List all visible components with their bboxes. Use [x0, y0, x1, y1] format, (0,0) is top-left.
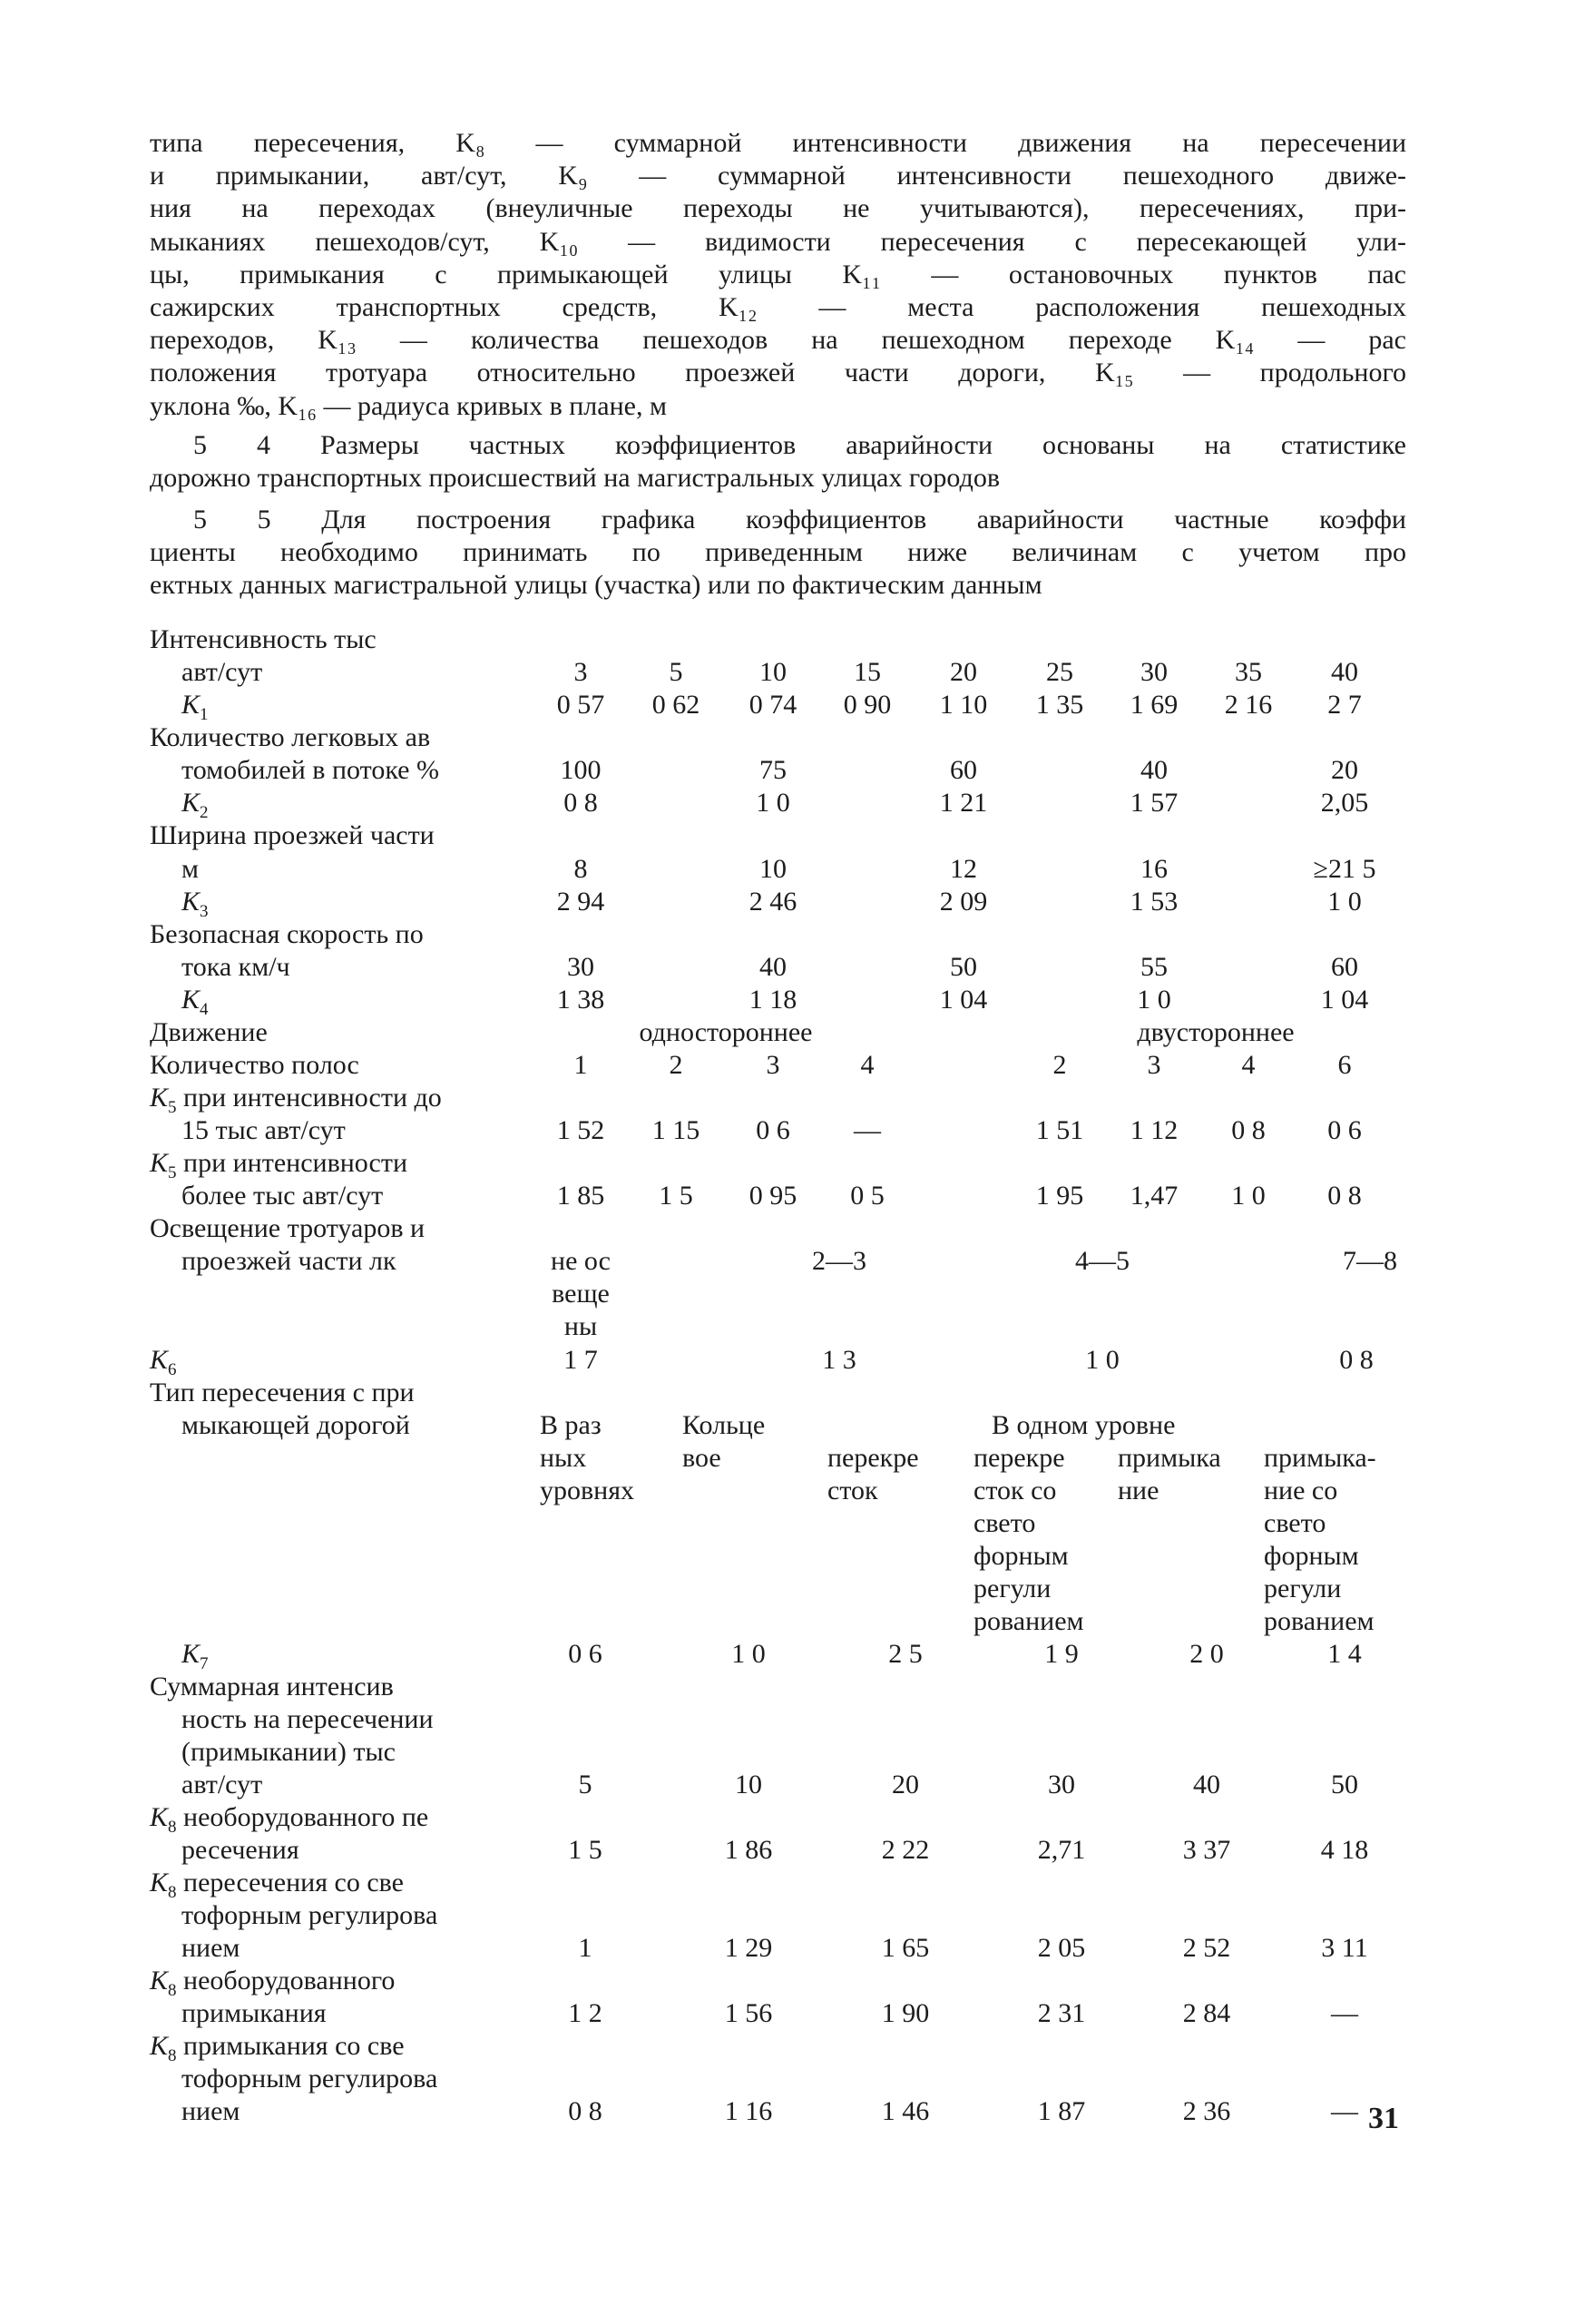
paragraph-line: типа пересечения, K₈ — суммарной интенсивности движения на пересечении [150, 128, 1406, 158]
k4-row-value: 1 0 [1137, 985, 1171, 1015]
k5b-row-value: 1 5 [659, 1181, 693, 1211]
k7-row-value: 2 5 [888, 1639, 923, 1669]
paragraph-line: ектных данных магистральной улицы (участка) или по фактическим данным [150, 570, 1042, 601]
crossing-header-intersection: сток [827, 1476, 878, 1505]
k5b-row-label: более тыс авт/сут [181, 1181, 384, 1211]
k7-row-value: 1 0 [731, 1639, 766, 1669]
k5a-row-value: 0 6 [1327, 1115, 1362, 1145]
cars-row-value: 100 [560, 755, 602, 785]
k7-row-value: 0 6 [568, 1639, 602, 1669]
light-row-cont-value: веще [552, 1279, 610, 1309]
width-row-value: 16 [1140, 854, 1168, 884]
k8d-row-value: 1 87 [1037, 2096, 1086, 2126]
crossing-header-signal-junction: свето [1264, 1508, 1326, 1538]
k5b-row-label: $K_5$ при интенсивности [150, 1148, 408, 1182]
k6-row-value: 1 0 [1085, 1345, 1120, 1375]
k1-row-value: 0 62 [651, 690, 700, 720]
k5b-row [0, 1147, 1585, 1180]
k8b-row-value: 1 [578, 1933, 592, 1963]
k8a-row-label: ресечения [181, 1835, 299, 1865]
crossing-header-signal-junction: форным [1264, 1541, 1359, 1571]
k6-row-value: 1 7 [563, 1345, 598, 1375]
k8d-row-value: 1 16 [724, 2096, 773, 2126]
total-row-value: 40 [1193, 1770, 1220, 1799]
k8d-row-label: тофорным регулирова [181, 2064, 438, 2094]
paragraph-line: циенты необходимо принимать по приведенным ниже величинам с учетом про [150, 537, 1406, 568]
cars-row-value: 60 [950, 755, 977, 785]
total-row-value: 20 [892, 1770, 919, 1799]
k2-row-label: $K_2$ [181, 788, 209, 822]
crossing-header-split: В раз [540, 1410, 602, 1440]
k7-row-label: $K_7$ [181, 1639, 209, 1673]
speed-row-label: Безопасная скорость по [150, 919, 424, 949]
k5b-row-value: 1 0 [1231, 1181, 1266, 1211]
k5a-row-value: 1 12 [1130, 1115, 1179, 1145]
k2-row-value: 0 8 [563, 788, 598, 818]
traffic-row [0, 1016, 1585, 1049]
light-row-label: Освещение тротуаров и [150, 1213, 426, 1243]
total-row-label: (примыкании) тыс [181, 1737, 396, 1767]
k5a-row-value: 1 51 [1035, 1115, 1084, 1145]
light-row [0, 1212, 1585, 1245]
page-number: 31 [1368, 2102, 1399, 2135]
lanes-row-label: Количество полос [150, 1050, 359, 1080]
k5b-row-value: 1,47 [1130, 1181, 1179, 1211]
k8c-row-value: 1 2 [568, 1998, 602, 2028]
k1-row-value: 1 10 [939, 690, 988, 720]
total-row-label: ность на пересечении [181, 1704, 434, 1734]
total-row-value: 50 [1331, 1770, 1358, 1799]
k3-row-value: 2 46 [748, 887, 797, 917]
k8c-row-value: 1 90 [881, 1998, 930, 2028]
width-row-value: 10 [759, 854, 787, 884]
cars-row [0, 754, 1585, 787]
k5a-row-value: 1 52 [556, 1115, 605, 1145]
total-row [0, 1671, 1585, 1703]
k5b-row-value: 0 8 [1327, 1181, 1362, 1211]
k8c-row-value: 2 84 [1182, 1998, 1231, 2028]
k4-row-value: 1 38 [556, 985, 605, 1015]
paragraph-line: и примыкании, авт/сут, K₉ — суммарной интенсивности пешеходного движе- [150, 161, 1406, 191]
k8c-row-value: 1 56 [724, 1998, 773, 2028]
paragraph-line: дорожно транспортных происшествий на магистральных улицах городов [150, 463, 1000, 494]
k8d-row-value: — [1331, 2096, 1358, 2126]
k1-row-value: 0 74 [748, 690, 797, 720]
total-row-value: 10 [735, 1770, 762, 1799]
crossing-header-ring: Кольце [682, 1410, 766, 1440]
light-row-label: проезжей части лк [181, 1246, 396, 1276]
k8b-row-label: $K_8$ пересечения со све [150, 1868, 404, 1902]
crossing-header-intersection: перекре [827, 1443, 919, 1473]
k3-row-value: 2 09 [939, 887, 988, 917]
k4-row-value: 1 04 [1320, 985, 1369, 1015]
k8b-row [0, 1932, 1585, 1965]
k5a-row-label: $K_5$ при интенсивности до [150, 1083, 442, 1117]
k1-row-label: $K_1$ [181, 690, 209, 724]
total-row [0, 1769, 1585, 1801]
k8c-row-value: 2 31 [1037, 1998, 1086, 2028]
lanes-row-value: 3 [766, 1050, 780, 1080]
crossing-header-signal-junction: примыка- [1264, 1443, 1376, 1473]
light-row-value: 2—3 [812, 1246, 866, 1276]
k3-row [0, 886, 1585, 921]
k1-row-value: 0 57 [556, 690, 605, 720]
k5a-row-value: 1 15 [651, 1115, 700, 1145]
light-row-cont [0, 1278, 1585, 1310]
crossing-header-signal-intersection: свето [974, 1508, 1036, 1538]
traffic-row-value: одностороннее [639, 1017, 813, 1047]
crossing-row [0, 1409, 1585, 1442]
paragraph-line: мыканиях пешеходов/сут, K₁₀ — видимости пересечения с пересекающей ули- [150, 226, 1406, 257]
k8b-row-value: 2 52 [1182, 1933, 1231, 1963]
lanes-row [0, 1049, 1585, 1082]
k5a-row-value: — [854, 1115, 881, 1145]
intensity-row-value: 35 [1235, 657, 1262, 687]
crossing-row-label: Тип пересечения с при [150, 1378, 415, 1407]
intensity-row-value: 3 [573, 657, 588, 687]
k8b-row-value: 2 05 [1037, 1933, 1086, 1963]
k8b-row-label: тофорным регулирова [181, 1900, 438, 1930]
k5a-row [0, 1114, 1585, 1147]
paragraph-line: 5 5 Для построения графика коэффициентов аварийности частные коэффи [193, 505, 1406, 534]
crossing-row-label: мыкающей дорогой [181, 1410, 410, 1440]
crossing-header-split: ных [540, 1443, 587, 1473]
lanes-row-value: 2 [1052, 1050, 1067, 1080]
crossing-header-junction: примыка [1118, 1443, 1221, 1473]
width-row-value: 12 [950, 854, 977, 884]
k8d-row [0, 2095, 1585, 2128]
k5a-row-label: 15 тыс авт/сут [181, 1115, 346, 1145]
crossing-header-signal-intersection: рованием [974, 1606, 1084, 1636]
intensity-row-value: 25 [1046, 657, 1073, 687]
k2-row-value: 2,05 [1320, 788, 1369, 818]
speed-row [0, 918, 1585, 951]
k4-row-label: $K_4$ [181, 985, 209, 1019]
k8a-row [0, 1801, 1585, 1837]
k1-row-value: 2 7 [1327, 690, 1362, 720]
crossing-header-one-level: В одном уровне [992, 1410, 1176, 1440]
k2-row-value: 1 21 [939, 788, 988, 818]
k8d-row-value: 0 8 [568, 2096, 602, 2126]
width-row-label: Ширина проезжей части [150, 820, 435, 850]
speed-row-label: тока км/ч [181, 952, 290, 982]
k8d-row [0, 2063, 1585, 2095]
crossing-header-signal-junction: ние со [1264, 1476, 1338, 1505]
traffic-row-label: Движение [150, 1017, 268, 1047]
width-row-label: м [181, 854, 199, 884]
intro-paragraph [150, 127, 1406, 423]
k1-row-value: 2 16 [1224, 690, 1273, 720]
crossing-header-signal-junction: рованием [1264, 1606, 1375, 1636]
intensity-row [0, 656, 1585, 689]
k8c-row [0, 1965, 1585, 2000]
lanes-row-value: 6 [1337, 1050, 1352, 1080]
clause-5-5 [150, 504, 1406, 603]
paragraph-line: цы, примыкания с примыкающей улицы K₁₁ — остановочных пунктов пас [150, 259, 1406, 289]
width-row [0, 819, 1585, 852]
crossing-header-split: уровнях [540, 1476, 635, 1505]
speed-row-value: 30 [567, 952, 594, 982]
k8c-row [0, 1997, 1585, 2030]
total-row [0, 1736, 1585, 1769]
lanes-row-value: 1 [573, 1050, 588, 1080]
k8b-row-label: нием [181, 1933, 240, 1963]
cars-row [0, 721, 1585, 754]
paragraph-line: 5 4 Размеры частных коэффициентов аварийности основаны на статистике [193, 430, 1406, 460]
paragraph-line: положения тротуара относительно проезжей части дороги, K₁₅ — продольного [150, 358, 1406, 388]
k6-row [0, 1344, 1585, 1377]
k3-row-value: 1 0 [1327, 887, 1362, 917]
k3-row-value: 1 53 [1130, 887, 1179, 917]
speed-row-value: 50 [950, 952, 977, 982]
k5b-row-value: 1 95 [1035, 1181, 1084, 1211]
k8d-row-label: нием [181, 2096, 240, 2126]
lanes-row-value: 4 [1241, 1050, 1256, 1080]
k6-row-label: $K_6$ [150, 1345, 177, 1379]
k5a-row-value: 0 8 [1231, 1115, 1266, 1145]
k5b-row-value: 0 5 [850, 1181, 885, 1211]
intensity-row [0, 623, 1585, 656]
k5a-row-value: 0 6 [756, 1115, 790, 1145]
total-row [0, 1703, 1585, 1736]
k7-row [0, 1638, 1585, 1671]
speed-row-value: 40 [759, 952, 787, 982]
k8b-row-value: 3 11 [1321, 1933, 1368, 1963]
k8a-row-label: $K_8$ необорудованного пе [150, 1802, 429, 1837]
crossing-header-junction: ние [1118, 1476, 1159, 1505]
k8c-row-label: примыкания [181, 1998, 327, 2028]
width-row [0, 853, 1585, 886]
light-row-value: 7—8 [1343, 1246, 1397, 1276]
speed-row [0, 951, 1585, 984]
crossing-header-signal-intersection: сток со [974, 1476, 1057, 1505]
intensity-row-value: 5 [669, 657, 683, 687]
speed-row-value: 60 [1331, 952, 1358, 982]
cars-row-label: томобилей в потоке % [181, 755, 439, 785]
k5b-row-value: 0 95 [748, 1181, 797, 1211]
k1-row-value: 0 90 [843, 690, 892, 720]
light-row-cont [0, 1310, 1585, 1343]
intensity-row-value: 15 [854, 657, 881, 687]
lanes-row-value: 2 [669, 1050, 683, 1080]
width-row-value: 8 [573, 854, 588, 884]
k5a-row [0, 1082, 1585, 1117]
k5b-row [0, 1180, 1585, 1212]
k3-row-label: $K_3$ [181, 887, 209, 921]
intensity-row-value: 10 [759, 657, 787, 687]
k6-row-value: 1 3 [822, 1345, 856, 1375]
light-row [0, 1245, 1585, 1278]
crossing-header-ring: вое [682, 1443, 721, 1473]
k7-row-value: 2 0 [1189, 1639, 1224, 1669]
k2-row [0, 787, 1585, 822]
intensity-row-label: Интенсивность тыс [150, 624, 377, 654]
cars-row-label: Количество легковых ав [150, 722, 431, 752]
k8a-row-value: 1 5 [568, 1835, 602, 1865]
light-row-value: не ос [551, 1246, 611, 1276]
speed-row-value: 55 [1140, 952, 1168, 982]
k7-row-value: 1 9 [1044, 1639, 1079, 1669]
k4-row-value: 1 18 [748, 985, 797, 1015]
k8a-row-value: 3 37 [1182, 1835, 1231, 1865]
light-row-value: 4—5 [1075, 1246, 1130, 1276]
k8b-row [0, 1899, 1585, 1932]
k8d-row-value: 2 36 [1182, 2096, 1231, 2126]
cars-row-value: 75 [759, 755, 787, 785]
k8a-row-value: 2 22 [881, 1835, 930, 1865]
k8b-row-value: 1 29 [724, 1933, 773, 1963]
paragraph-line: уклона ‰, K₁₆ — радиуса кривых в плане, м [150, 390, 667, 421]
total-row-value: 5 [578, 1770, 592, 1799]
k8b-row-value: 1 65 [881, 1933, 930, 1963]
crossing-header-signal-intersection: перекре [974, 1443, 1065, 1473]
k2-row-value: 1 0 [756, 788, 790, 818]
k1-row-value: 1 35 [1035, 690, 1084, 720]
k1-row [0, 689, 1585, 724]
traffic-row-value: двустороннее [1137, 1017, 1295, 1047]
total-row-label: Суммарная интенсив [150, 1672, 394, 1701]
total-row-label: авт/сут [181, 1770, 263, 1799]
cars-row-value: 20 [1331, 755, 1358, 785]
k4-row [0, 984, 1585, 1019]
paragraph-line: ния на переходах (внеуличные переходы не учитываются), пересечениях, при- [150, 193, 1406, 224]
crossing-header-signal-junction: регули [1264, 1574, 1342, 1603]
k7-row-value: 1 4 [1327, 1639, 1362, 1669]
k8c-row-label: $K_8$ необорудованного [150, 1966, 396, 2000]
light-row-cont-value: ны [563, 1311, 598, 1341]
lanes-row-value: 3 [1147, 1050, 1161, 1080]
k2-row-value: 1 57 [1130, 788, 1179, 818]
intensity-row-value: 30 [1140, 657, 1168, 687]
k6-row-value: 0 8 [1339, 1345, 1374, 1375]
clause-5-4 [150, 429, 1406, 495]
k8d-row-value: 1 46 [881, 2096, 930, 2126]
k8a-row-value: 4 18 [1320, 1835, 1369, 1865]
k3-row-value: 2 94 [556, 887, 605, 917]
k1-row-value: 1 69 [1130, 690, 1179, 720]
k8b-row [0, 1867, 1585, 1902]
crossing-header-signal-intersection: регули [974, 1574, 1052, 1603]
width-row-value: ≥21 5 [1313, 854, 1376, 884]
intensity-row-value: 40 [1331, 657, 1358, 687]
k8a-row-value: 1 86 [724, 1835, 773, 1865]
crossing-row [0, 1377, 1585, 1409]
k8c-row-value: — [1331, 1998, 1358, 2028]
k8a-row [0, 1834, 1585, 1867]
crossing-header-signal-intersection: форным [974, 1541, 1069, 1571]
k4-row-value: 1 04 [939, 985, 988, 1015]
paragraph-line: сажирских транспортных средств, K₁₂ — места расположения пешеходных [150, 292, 1406, 323]
cars-row-value: 40 [1140, 755, 1168, 785]
lanes-row-value: 4 [860, 1050, 875, 1080]
intensity-row-label: авт/сут [181, 657, 263, 687]
k8d-row [0, 2030, 1585, 2063]
paragraph-line: переходов, K₁₃ — количества пешеходов на пешеходном переходе K₁₄ — рас [150, 325, 1406, 356]
intensity-row-value: 20 [950, 657, 977, 687]
k8a-row-value: 2,71 [1037, 1835, 1086, 1865]
k5b-row-value: 1 85 [556, 1181, 605, 1211]
k8d-row-label: $K_8$ примыкания со све [150, 2031, 405, 2065]
total-row-value: 30 [1048, 1770, 1075, 1799]
